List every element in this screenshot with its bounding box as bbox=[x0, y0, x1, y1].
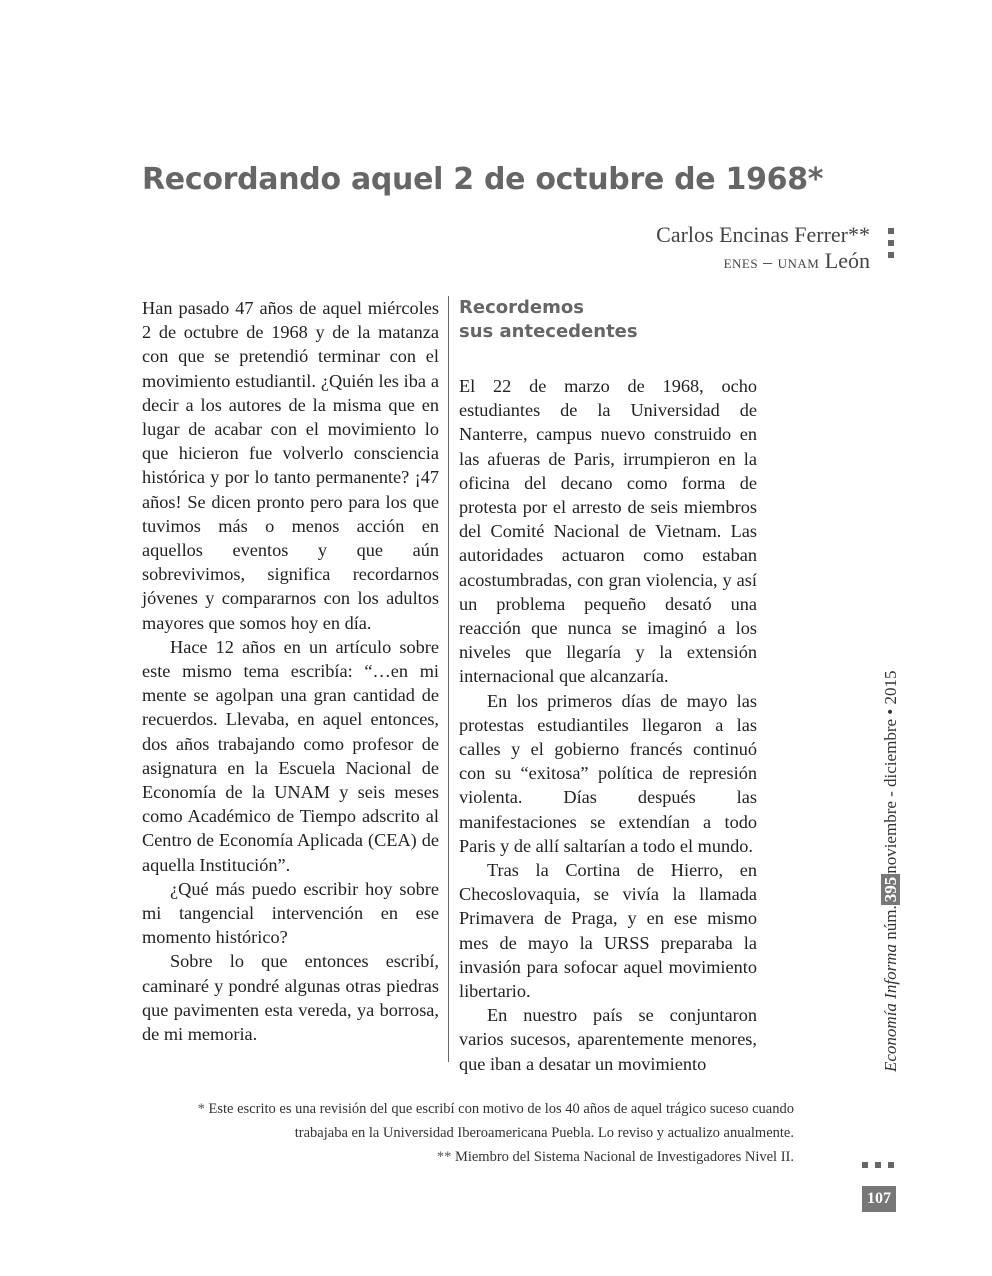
affiliation-city: León bbox=[824, 248, 870, 273]
footnote-2-text: Miembro del Sistema Nacional de Investigadores Nivel II. bbox=[454, 1149, 794, 1165]
author-footnote-marker: ** bbox=[848, 222, 870, 247]
page-number: 107 bbox=[862, 1186, 896, 1212]
left-paragraph-3: ¿Qué más puedo escribir hoy sobre mi tangencial intervención en ese momento histórico? bbox=[142, 878, 439, 948]
issue-number: 395 bbox=[881, 874, 900, 906]
right-column bbox=[459, 296, 757, 1076]
journal-name: Economía Informa bbox=[881, 944, 900, 1072]
author-name: Carlos Encinas Ferrer bbox=[656, 222, 848, 247]
left-paragraph-4: Sobre lo que entonces escribí, caminaré y pondré algunas otras piedras que pavimenten esta vereda, ya borrosa, de mi memoria. bbox=[142, 951, 439, 1045]
footnote-1-line-1 bbox=[198, 1097, 794, 1121]
section-heading-line-1: Recordemos bbox=[459, 297, 584, 318]
left-column bbox=[142, 296, 439, 1046]
affiliation-institution: enes – unam bbox=[723, 252, 820, 272]
column-divider bbox=[448, 296, 449, 1062]
article-title: Recordando aquel 2 de octubre de 1968* bbox=[142, 162, 824, 197]
left-paragraph-1: Han pasado 47 años de aquel miércoles 2 de octubre de 1968 y de la matanza con que se pretendió terminar con el movimiento estudiantil. ¿Quién les iba a decir a los autores de la misma que en lugar de acabar con el movimiento lo que hicieron fue volverlo consciencia histórica y por lo tanto permanente? ¡47 años! Se dicen pronto pero para los que tuvimos más o menos acción en aquellos eventos y que aún sobrevivimos, significa recordarnos jóvenes y compararnos con los adultos mayores que somos hoy en día. bbox=[142, 298, 439, 633]
footnote-1-text-1: Este escrito es una revisión del que escribí con motivo de los 40 años de aquel trágico suceso cuando bbox=[208, 1101, 794, 1117]
footnote-1-line-2: trabajaba en la Universidad Iberoamericana Puebla. Lo reviso y actualizo anualmente. bbox=[294, 1125, 794, 1141]
footnote-2-marker: ** bbox=[436, 1149, 452, 1165]
right-paragraph-4: En nuestro país se conjuntaron varios sucesos, aparentemente menores, que iban a desatar un movimiento bbox=[459, 1005, 757, 1074]
right-paragraph-2: En los primeros días de mayo las protestas estudiantiles llegaron a las calles y el gobierno francés continuó con su “exitosa” política de represión violenta. Días después las manifestaciones se extendían a todo Paris y de allí saltarían a todo el mundo. bbox=[459, 690, 757, 856]
section-heading-line-2: sus antecedentes bbox=[459, 321, 638, 342]
author-affiliation bbox=[656, 248, 870, 275]
footnotes bbox=[198, 1097, 794, 1169]
running-head bbox=[880, 671, 902, 1072]
section-heading bbox=[459, 296, 757, 344]
footnote-1-marker: * bbox=[197, 1101, 205, 1117]
footnote-2 bbox=[198, 1145, 794, 1169]
issue-period: noviembre - diciembre • 2015 bbox=[881, 670, 900, 874]
author-name-line bbox=[656, 222, 870, 248]
horizontal-dots-ornament bbox=[862, 1155, 901, 1173]
issue-label: núm. bbox=[881, 905, 900, 940]
vertical-dots-ornament bbox=[888, 228, 894, 264]
left-paragraph-2: Hace 12 años en un artículo sobre este mismo tema escribía: “…en mi mente se agolpan una gran cantidad de recuerdos. Llevaba, en aquel entonces, dos años trabajando como profesor de asignatura en la Escuela Nacional de Economía de la UNAM y seis meses como Académico de Tiempo adscrito al Centro de Economía Aplicada (CEA) de aquella Institución”. bbox=[142, 636, 439, 875]
right-paragraph-1: El 22 de marzo de 1968, ocho estudiantes de la Universidad de Nanterre, campus nuevo construido en las afueras de Paris, irrumpieron en la oficina del decano como forma de protesta por el arresto de seis miembros del Comité Nacional de Vietnam. Las autoridades actuaron como estaban acostumbradas, con gran violencia, y así un problema pequeño desató una reacción que nunca se imaginó a los niveles que llegaría y la extensión internacional que alcanzaría. bbox=[459, 376, 757, 687]
right-paragraph-3: Tras la Cortina de Hierro, en Checoslovaquia, se vivía la llamada Primavera de Praga, y en ese mismo mes de mayo la URSS preparaba la invasión para sofocar aquel movimiento libertario. bbox=[459, 860, 757, 1002]
author-block bbox=[656, 222, 870, 275]
